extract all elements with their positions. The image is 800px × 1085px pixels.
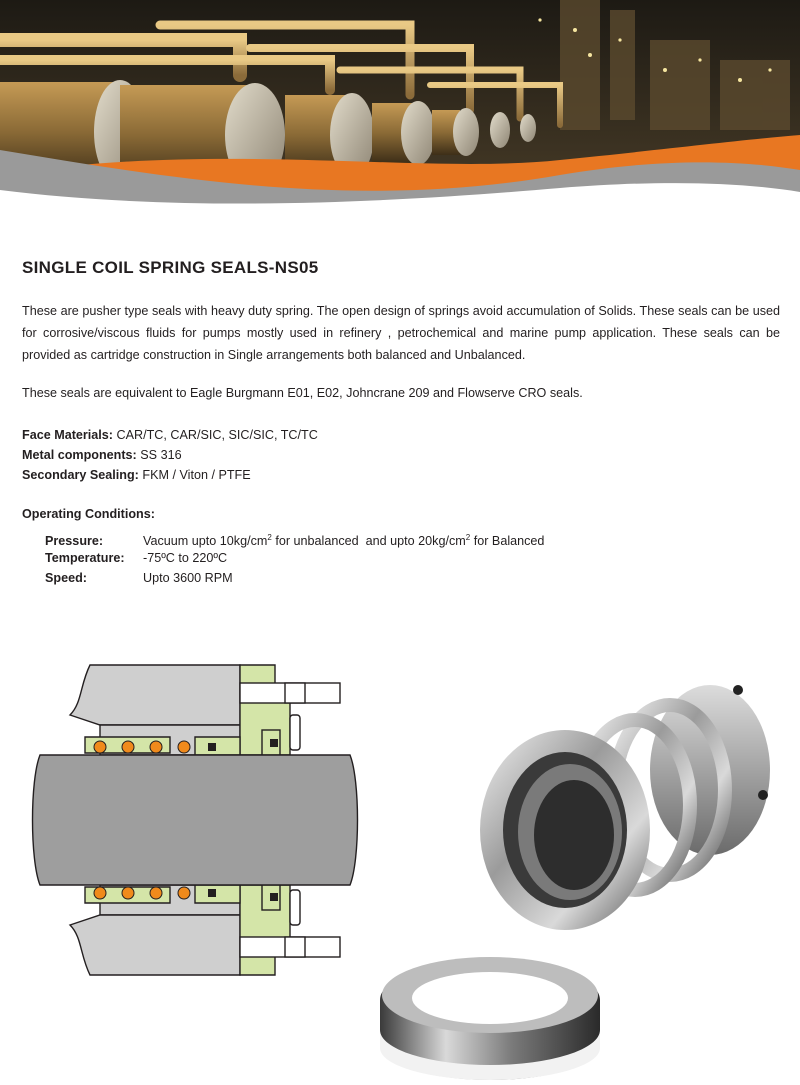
spec-label: Metal components: (22, 448, 137, 462)
op-label: Temperature: (45, 551, 125, 565)
op-value-b: for unbalanced and upto 20kg/cm (271, 534, 466, 549)
op-value: -75ºC to 220ºC (143, 551, 228, 565)
spec-face-materials (22, 425, 318, 445)
op-label: Pressure: (45, 534, 104, 549)
spec-value: CAR/TC, CAR/SIC, SIC/SIC, TC/TC (116, 428, 318, 442)
intro-paragraph: These are pusher type seals with heavy duty spring. The open design of springs avoid accumulation of Solids. These seals can be used for corrosive/viscous fluids for pumps mostly used in refinery , petrochemical and marine pump application. These seals can be provided as cartridge construction in Single arrangements both balanced and Unbalanced. (22, 304, 780, 362)
operating-temperature-row (45, 548, 227, 568)
op-sup-b: 2 (465, 533, 471, 542)
op-value-c: for Balanced (470, 534, 545, 549)
spec-metal-components (22, 445, 182, 465)
op-sup-a: 2 (267, 533, 272, 542)
coil-spring-seal-photo (470, 670, 790, 950)
op-label: Speed: (45, 571, 87, 585)
spec-value: SS 316 (140, 448, 182, 462)
spec-label: Secondary Sealing: (22, 468, 139, 482)
op-value-a: Vacuum upto 10kg/cm (143, 534, 268, 549)
operating-speed-row (45, 568, 233, 588)
equivalent-paragraph: These seals are equivalent to Eagle Burgmann E01, E02, Johncrane 209 and Flowserve CRO seals. (22, 386, 583, 400)
spec-label: Face Materials: (22, 428, 113, 442)
seal-cross-section-drawing (30, 655, 370, 985)
spec-value: FKM / Viton / PTFE (142, 468, 251, 482)
spec-secondary-sealing (22, 465, 251, 485)
page-title: SINGLE COIL SPRING SEALS-NS05 (22, 258, 319, 277)
banner-photo (0, 0, 800, 215)
op-value: Upto 3600 RPM (143, 571, 233, 585)
seat-ring-photo (370, 950, 610, 1080)
operating-conditions-heading: Operating Conditions: (22, 507, 155, 521)
